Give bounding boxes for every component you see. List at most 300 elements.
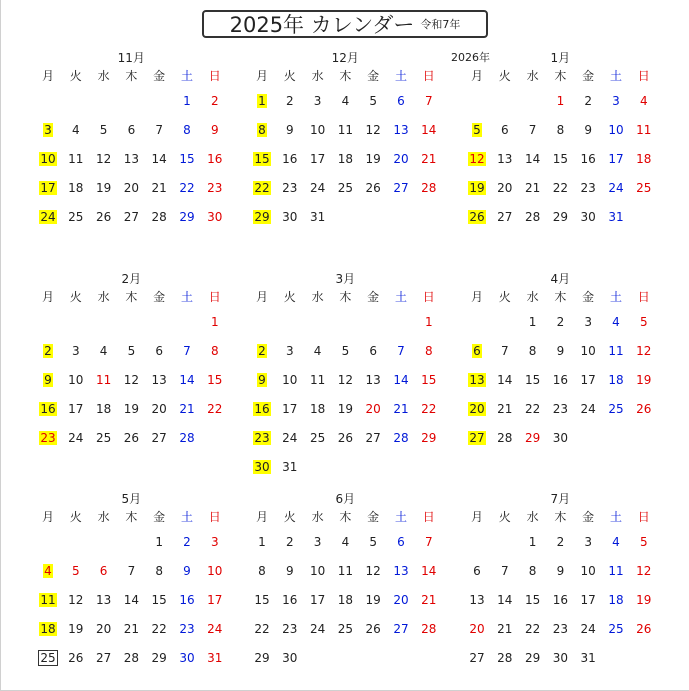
day-cell: 22 (421, 402, 437, 416)
day-cell: 12 (365, 564, 381, 578)
day-cell: 6 (473, 344, 481, 358)
day-cell: 5 (71, 564, 80, 578)
day-cell: 25 (95, 431, 112, 445)
day-cell: 2 (44, 344, 52, 358)
day-cell: 14 (151, 152, 167, 166)
weekday-header: 土 (180, 290, 193, 304)
day-cell: 27 (123, 210, 140, 224)
day-cell: 17 (608, 152, 624, 166)
day-cell: 8 (556, 123, 565, 137)
day-cell: 25 (337, 622, 354, 636)
day-cell: 25 (68, 210, 84, 224)
day-cell: 17 (309, 593, 326, 607)
day-cell: 26 (365, 181, 381, 195)
day-cell: 26 (123, 431, 140, 445)
day-cell: 3 (71, 344, 80, 358)
day-cell: 2 (285, 535, 294, 549)
day-cell: 23 (179, 622, 195, 636)
day-cell: 20 (469, 402, 485, 416)
weekday-header: 月 (470, 69, 483, 83)
day-cell: 11 (95, 373, 112, 387)
day-cell: 19 (636, 593, 652, 607)
day-cell: 18 (337, 152, 354, 166)
day-cell: 13 (123, 152, 140, 166)
day-cell: 14 (421, 564, 437, 578)
weekday-header: 土 (394, 290, 407, 304)
day-cell: 6 (369, 344, 377, 358)
day-cell: 3 (44, 123, 52, 137)
day-cell: 30 (254, 460, 270, 474)
day-cell: 28 (151, 210, 167, 224)
weekday-header: 月 (255, 69, 268, 83)
weekday-header: 木 (554, 290, 567, 304)
left-border (0, 0, 1, 691)
weekday-header: 水 (97, 510, 110, 524)
day-cell: 14 (497, 373, 513, 387)
day-cell: 17 (40, 181, 56, 195)
day-cell: 6 (155, 344, 163, 358)
day-cell: 27 (151, 431, 167, 445)
weekday-header: 日 (208, 69, 221, 83)
day-cell: 18 (40, 622, 56, 636)
day-cell: 10 (309, 123, 326, 137)
day-cell: 13 (151, 373, 167, 387)
day-cell: 12 (337, 373, 354, 387)
day-cell: 9 (285, 564, 294, 578)
day-cell: 9 (210, 123, 219, 137)
day-cell: 20 (95, 622, 112, 636)
day-cell: 27 (365, 431, 381, 445)
day-cell: 29 (552, 210, 569, 224)
day-cell: 22 (552, 181, 569, 195)
day-cell: 30 (552, 431, 569, 445)
month-label: 4月 (550, 272, 571, 286)
day-cell: 5 (99, 123, 108, 137)
day-cell: 28 (179, 431, 195, 445)
day-cell: 21 (524, 181, 541, 195)
day-cell: 24 (580, 622, 596, 636)
weekday-header: 日 (422, 69, 435, 83)
weekday-header: 水 (526, 69, 539, 83)
day-cell: 24 (282, 431, 298, 445)
weekday-header: 月 (41, 290, 54, 304)
day-cell: 5 (639, 535, 648, 549)
weekday-header: 水 (311, 290, 324, 304)
day-cell: 19 (365, 152, 381, 166)
day-cell: 12 (469, 152, 485, 166)
day-cell: 31 (580, 651, 596, 665)
day-cell: 25 (636, 181, 652, 195)
day-cell: 26 (95, 210, 112, 224)
day-cell: 12 (95, 152, 112, 166)
day-cell: 13 (95, 593, 112, 607)
day-cell: 16 (207, 152, 223, 166)
day-cell: 1 (556, 94, 565, 108)
weekday-header: 水 (97, 290, 110, 304)
day-cell: 18 (68, 181, 84, 195)
day-cell: 5 (341, 344, 350, 358)
day-cell: 31 (608, 210, 624, 224)
day-cell: 9 (556, 344, 565, 358)
day-cell: 24 (309, 181, 326, 195)
day-cell: 8 (155, 564, 163, 578)
day-cell: 20 (151, 402, 167, 416)
weekday-header: 金 (582, 290, 595, 304)
day-cell: 19 (469, 181, 485, 195)
weekday-header: 木 (125, 510, 138, 524)
day-cell: 6 (500, 123, 509, 137)
title-era: 令和7年 (420, 18, 461, 31)
weekday-header: 火 (498, 69, 511, 83)
weekday-header: 月 (41, 69, 54, 83)
day-cell: 2 (584, 94, 592, 108)
day-cell: 4 (71, 123, 80, 137)
day-cell: 26 (636, 402, 652, 416)
day-cell: 3 (313, 535, 322, 549)
day-cell: 18 (608, 593, 624, 607)
day-cell: 23 (552, 622, 569, 636)
weekday-header: 日 (208, 510, 221, 524)
weekday-header: 月 (470, 510, 483, 524)
day-cell: 30 (207, 210, 223, 224)
day-cell: 27 (469, 431, 485, 445)
weekday-header: 土 (180, 69, 193, 83)
weekday-header: 日 (637, 290, 650, 304)
weekday-header: 日 (637, 510, 650, 524)
day-cell: 30 (179, 651, 195, 665)
day-cell: 23 (282, 622, 298, 636)
weekday-header: 土 (609, 69, 622, 83)
weekday-header: 金 (367, 510, 380, 524)
day-cell: 10 (40, 152, 56, 166)
day-cell: 7 (183, 344, 191, 358)
day-cell: 4 (313, 344, 322, 358)
day-cell: 13 (469, 373, 485, 387)
day-cell: 24 (207, 622, 223, 636)
day-cell: 4 (341, 535, 350, 549)
weekday-header: 日 (208, 290, 221, 304)
day-cell: 3 (285, 344, 294, 358)
month-label: 12月 (331, 51, 359, 65)
day-cell: 16 (552, 593, 569, 607)
weekday-header: 土 (609, 290, 622, 304)
weekday-header: 木 (339, 69, 352, 83)
day-cell: 21 (497, 402, 513, 416)
day-cell: 5 (639, 315, 648, 329)
weekday-header: 水 (311, 510, 324, 524)
day-cell: 19 (337, 402, 354, 416)
day-cell: 1 (258, 535, 266, 549)
day-cell: 23 (207, 181, 223, 195)
day-cell: 16 (282, 593, 298, 607)
day-cell: 4 (612, 315, 620, 329)
day-cell: 26 (469, 210, 485, 224)
weekday-header: 木 (339, 510, 352, 524)
day-cell: 16 (40, 402, 56, 416)
day-cell: 19 (636, 373, 652, 387)
day-cell: 9 (285, 123, 294, 137)
day-cell: 28 (123, 651, 140, 665)
day-cell: 8 (258, 123, 266, 137)
day-cell: 22 (179, 181, 195, 195)
day-cell: 2 (556, 315, 565, 329)
day-cell: 9 (556, 564, 565, 578)
day-cell: 25 (337, 181, 354, 195)
day-cell: 27 (393, 181, 409, 195)
day-cell: 29 (524, 431, 541, 445)
day-cell: 15 (151, 593, 167, 607)
day-cell: 16 (552, 373, 569, 387)
day-cell: 2 (285, 94, 294, 108)
day-cell: 13 (365, 373, 381, 387)
day-cell: 16 (179, 593, 195, 607)
day-cell: 2 (210, 94, 219, 108)
day-cell: 1 (258, 94, 266, 108)
day-cell: 17 (68, 402, 84, 416)
day-cell: 14 (123, 593, 140, 607)
weekday-header: 月 (255, 510, 268, 524)
day-cell: 17 (580, 373, 596, 387)
day-cell: 31 (309, 210, 326, 224)
day-cell: 27 (95, 651, 112, 665)
weekday-header: 月 (255, 290, 268, 304)
day-cell: 29 (524, 651, 541, 665)
weekday-header: 火 (283, 510, 296, 524)
day-cell: 31 (282, 460, 298, 474)
month-label: 1月 (550, 51, 571, 65)
day-cell: 9 (258, 373, 266, 387)
day-cell: 6 (99, 564, 108, 578)
day-cell: 17 (207, 593, 223, 607)
day-cell: 13 (393, 564, 409, 578)
weekday-header: 土 (394, 510, 407, 524)
day-cell: 20 (123, 181, 140, 195)
day-cell: 8 (528, 564, 537, 578)
day-cell: 4 (612, 535, 620, 549)
day-cell: 28 (421, 622, 437, 636)
day-cell: 11 (68, 152, 84, 166)
day-cell: 10 (68, 373, 84, 387)
day-cell: 18 (337, 593, 354, 607)
day-cell: 5 (369, 535, 377, 549)
day-cell: 24 (40, 210, 56, 224)
day-cell: 8 (258, 564, 266, 578)
weekday-header: 金 (582, 69, 595, 83)
day-cell: 23 (282, 181, 298, 195)
day-cell: 21 (151, 181, 167, 195)
day-cell: 28 (393, 431, 409, 445)
day-cell: 11 (40, 593, 56, 607)
day-cell: 23 (552, 402, 569, 416)
weekday-header: 木 (554, 510, 567, 524)
day-cell: 6 (127, 123, 136, 137)
day-cell: 7 (397, 344, 405, 358)
day-cell: 2 (556, 535, 565, 549)
day-cell: 23 (580, 181, 596, 195)
day-cell: 21 (421, 593, 437, 607)
day-cell: 7 (500, 564, 509, 578)
day-cell: 12 (636, 344, 652, 358)
day-cell: 23 (254, 431, 270, 445)
day-cell: 21 (497, 622, 513, 636)
day-cell: 1 (424, 315, 433, 329)
day-cell: 20 (365, 402, 381, 416)
day-cell: 7 (424, 94, 433, 108)
day-cell: 15 (254, 593, 270, 607)
day-cell: 30 (282, 651, 298, 665)
day-cell: 10 (580, 344, 596, 358)
weekday-header: 土 (609, 510, 622, 524)
day-cell: 18 (608, 373, 624, 387)
weekday-header: 日 (422, 510, 435, 524)
day-cell: 8 (424, 344, 433, 358)
day-cell: 20 (393, 152, 409, 166)
day-cell: 25 (40, 651, 56, 665)
day-cell: 17 (580, 593, 596, 607)
day-cell: 20 (497, 181, 513, 195)
day-cell: 7 (127, 564, 136, 578)
day-cell: 1 (210, 315, 219, 329)
day-cell: 11 (608, 344, 624, 358)
day-cell: 4 (341, 94, 350, 108)
weekday-header: 金 (367, 290, 380, 304)
weekday-header: 木 (554, 69, 567, 83)
month-label: 2月 (121, 272, 142, 286)
weekday-header: 金 (582, 510, 595, 524)
weekday-header: 火 (69, 510, 82, 524)
day-cell: 6 (397, 535, 405, 549)
day-cell: 14 (524, 152, 541, 166)
day-cell: 30 (552, 651, 569, 665)
month-label: 3月 (335, 272, 356, 286)
day-cell: 15 (524, 593, 541, 607)
day-cell: 3 (210, 535, 219, 549)
weekday-header: 火 (283, 69, 296, 83)
weekday-header: 水 (97, 69, 110, 83)
day-cell: 29 (254, 651, 270, 665)
day-cell: 30 (580, 210, 596, 224)
weekday-header: 火 (283, 290, 296, 304)
day-cell: 16 (282, 152, 298, 166)
month-label: 5月 (121, 492, 142, 506)
month-label: 11月 (117, 51, 145, 65)
weekday-header: 土 (180, 510, 193, 524)
day-cell: 6 (473, 564, 481, 578)
weekday-header: 金 (153, 510, 166, 524)
day-cell: 13 (469, 593, 485, 607)
day-cell: 10 (207, 564, 223, 578)
weekday-header: 金 (153, 69, 166, 83)
day-cell: 3 (584, 315, 592, 329)
day-cell: 27 (393, 622, 409, 636)
day-cell: 4 (639, 94, 648, 108)
day-cell: 21 (123, 622, 140, 636)
day-cell: 15 (524, 373, 541, 387)
day-cell: 9 (584, 123, 592, 137)
day-cell: 8 (210, 344, 219, 358)
day-cell: 22 (254, 181, 270, 195)
day-cell: 1 (528, 535, 537, 549)
day-cell: 5 (369, 94, 377, 108)
day-cell: 24 (580, 402, 596, 416)
calendar-title (202, 10, 488, 38)
day-cell: 8 (183, 123, 191, 137)
weekday-header: 火 (69, 290, 82, 304)
day-cell: 19 (95, 181, 112, 195)
day-cell: 28 (497, 431, 513, 445)
day-cell: 22 (254, 622, 270, 636)
day-cell: 5 (127, 344, 136, 358)
weekday-header: 水 (311, 69, 324, 83)
day-cell: 4 (99, 344, 108, 358)
weekday-header: 水 (526, 510, 539, 524)
day-cell: 13 (393, 123, 409, 137)
day-cell: 17 (282, 402, 298, 416)
month-label: 7月 (550, 492, 571, 506)
month-label: 6月 (335, 492, 356, 506)
weekday-header: 土 (394, 69, 407, 83)
day-cell: 30 (282, 210, 298, 224)
day-cell: 5 (473, 123, 481, 137)
day-cell: 22 (524, 402, 541, 416)
day-cell: 4 (44, 564, 52, 578)
day-cell: 20 (469, 622, 485, 636)
day-cell: 2 (258, 344, 266, 358)
day-cell: 10 (282, 373, 298, 387)
day-cell: 12 (636, 564, 652, 578)
day-cell: 14 (179, 373, 195, 387)
weekday-header: 水 (526, 290, 539, 304)
day-cell: 1 (528, 315, 537, 329)
day-cell: 23 (40, 431, 56, 445)
day-cell: 11 (309, 373, 326, 387)
day-cell: 25 (608, 622, 624, 636)
day-cell: 7 (528, 123, 537, 137)
day-cell: 19 (68, 622, 84, 636)
weekday-header: 月 (470, 290, 483, 304)
day-cell: 16 (254, 402, 270, 416)
year-label: 2026年 (451, 51, 490, 64)
day-cell: 21 (421, 152, 437, 166)
day-cell: 24 (608, 181, 624, 195)
day-cell: 24 (68, 431, 84, 445)
day-cell: 18 (636, 152, 652, 166)
day-cell: 14 (497, 593, 513, 607)
weekday-header: 火 (69, 69, 82, 83)
day-cell: 27 (497, 210, 513, 224)
weekday-header: 火 (498, 510, 511, 524)
day-cell: 14 (393, 373, 409, 387)
weekday-header: 金 (367, 69, 380, 83)
day-cell: 6 (397, 94, 405, 108)
day-cell: 18 (309, 402, 326, 416)
day-cell: 15 (421, 373, 437, 387)
day-cell: 9 (183, 564, 191, 578)
day-cell: 3 (313, 94, 322, 108)
day-cell: 17 (309, 152, 326, 166)
day-cell: 20 (393, 593, 409, 607)
day-cell: 27 (469, 651, 485, 665)
day-cell: 19 (365, 593, 381, 607)
day-cell: 15 (179, 152, 195, 166)
day-cell: 10 (608, 123, 624, 137)
day-cell: 26 (337, 431, 354, 445)
day-cell: 26 (68, 651, 84, 665)
weekday-header: 火 (498, 290, 511, 304)
day-cell: 15 (207, 373, 223, 387)
weekday-header: 日 (422, 290, 435, 304)
day-cell: 19 (123, 402, 140, 416)
